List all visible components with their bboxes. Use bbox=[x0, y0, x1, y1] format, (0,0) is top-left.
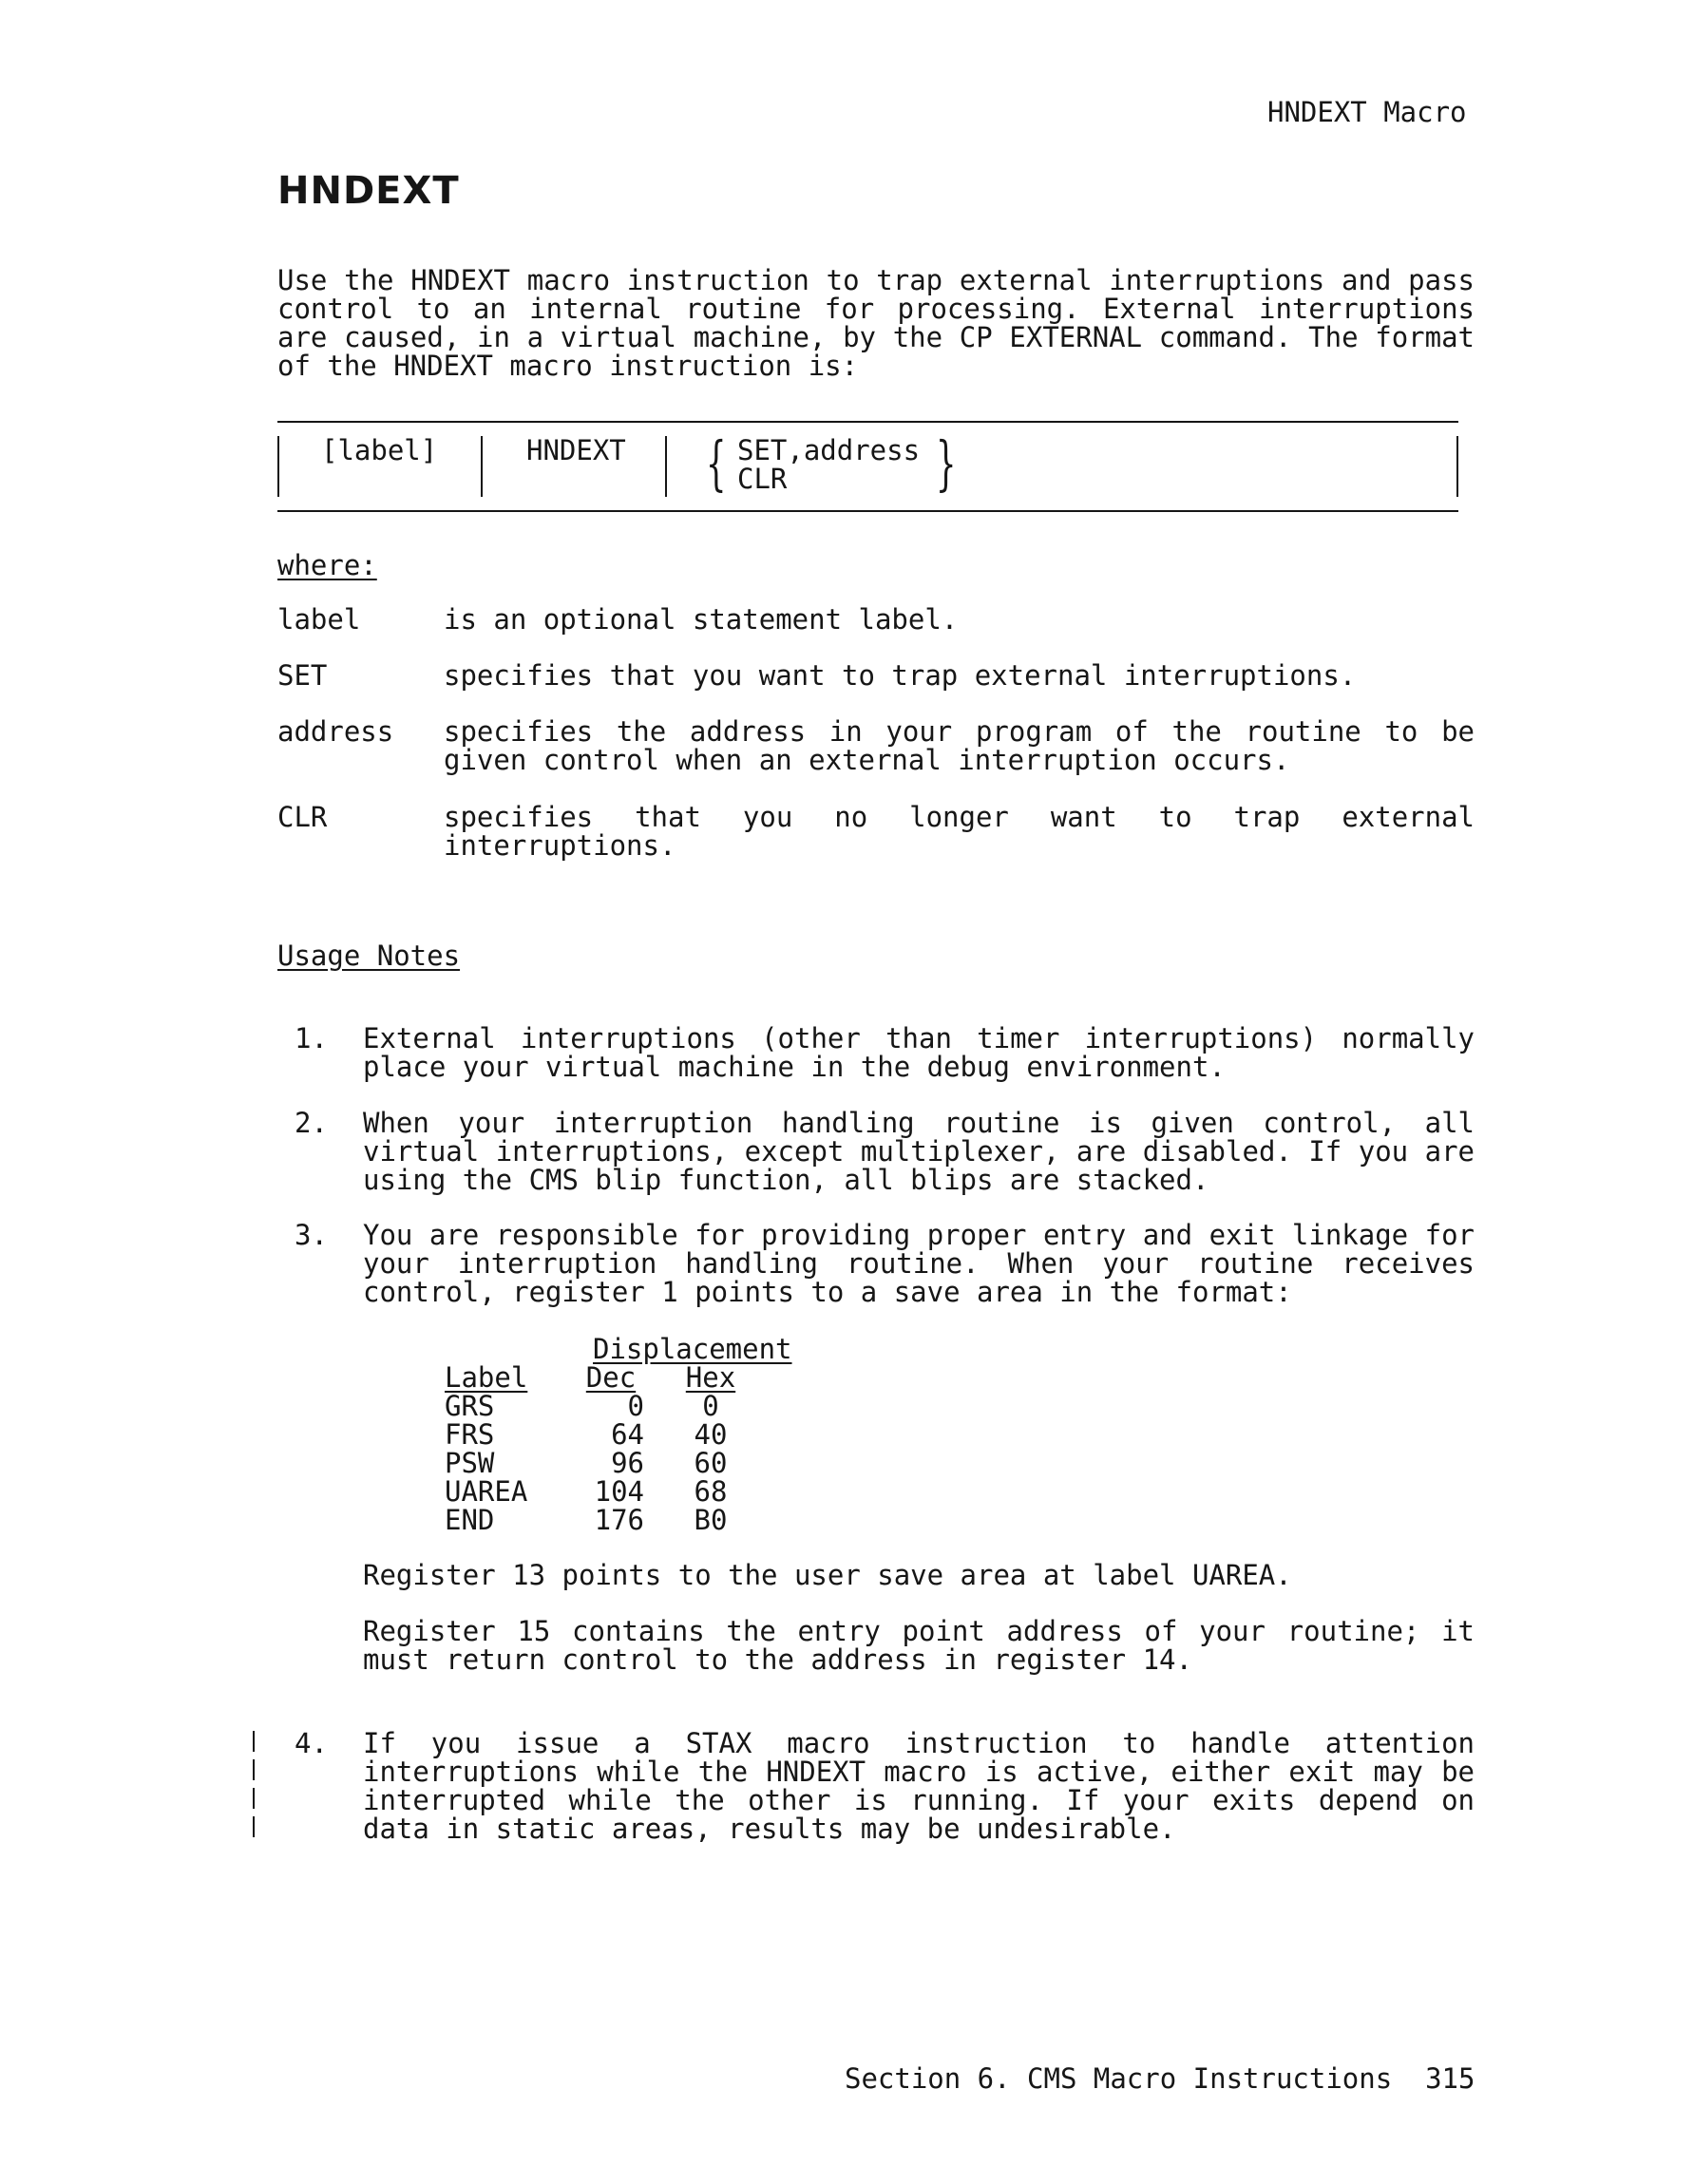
table-cell-label: PSW bbox=[445, 1447, 495, 1479]
syntax-divider bbox=[481, 436, 483, 497]
where-heading: where: bbox=[277, 549, 377, 581]
table-cell-hex: 0 bbox=[702, 1390, 719, 1422]
revision-bar bbox=[253, 1731, 255, 1752]
table-cell-dec: 104 bbox=[594, 1475, 644, 1508]
syntax-operand-clr: CLR bbox=[737, 463, 788, 495]
table-header-dec: Dec bbox=[585, 1361, 637, 1394]
syntax-box bbox=[277, 421, 1458, 512]
table-cell-hex: 60 bbox=[694, 1447, 728, 1479]
definition-text: specifies that you no longer want to trap external interruptions. bbox=[444, 801, 1475, 862]
syntax-operation: HNDEXT bbox=[526, 434, 626, 466]
page-footer bbox=[845, 2064, 1475, 2093]
syntax-divider bbox=[665, 436, 667, 497]
revision-bar bbox=[253, 1759, 255, 1780]
note-text: If you issue a STAX macro instruction to handle attention interruptions while the HNDEXT macro is active, either exit may be interrupted while the other is running. If your exits depend on data in static areas, results may be undesirable. bbox=[363, 1727, 1475, 1845]
table-cell-hex: 68 bbox=[694, 1475, 728, 1508]
definition-term: address bbox=[277, 715, 394, 748]
syntax-operand-set: SET,address bbox=[737, 434, 921, 466]
syntax-left-border bbox=[277, 436, 279, 497]
table-cell-label: END bbox=[445, 1504, 495, 1536]
right-brace: } bbox=[935, 428, 957, 498]
note-continuation: Register 13 points to the user save area at label UAREA. bbox=[363, 1559, 1292, 1591]
table-header-hex: Hex bbox=[685, 1361, 736, 1394]
revision-bar bbox=[253, 1816, 255, 1837]
table-cell-hex: B0 bbox=[694, 1504, 728, 1536]
definition-text: specifies the address in your program of the routine to be given control when an external interruption occurs. bbox=[444, 715, 1475, 776]
syntax-label: [label] bbox=[321, 434, 438, 466]
note-text: External interruptions (other than timer interruptions) normally place your virtual machine in the debug environment. bbox=[363, 1022, 1475, 1083]
table-cell-dec: 0 bbox=[627, 1390, 644, 1422]
definition-term: SET bbox=[277, 659, 328, 692]
table-cell-label: FRS bbox=[445, 1418, 495, 1451]
table-cell-dec: 64 bbox=[611, 1418, 644, 1451]
table-header-label: Label bbox=[445, 1361, 528, 1394]
intro-paragraph: Use the HNDEXT macro instruction to trap external interruptions and pass control to an internal routine for processing. External interruptions are caused, in a virtual machine, by the CP EXTERNAL command. The format of the HNDEXT macro instruction is: bbox=[277, 264, 1475, 382]
table-cell-dec: 96 bbox=[611, 1447, 644, 1479]
revision-bar bbox=[253, 1788, 255, 1809]
note-number: 1. bbox=[295, 1022, 328, 1054]
table-cell-hex: 40 bbox=[694, 1418, 728, 1451]
note-number: 4. bbox=[295, 1727, 328, 1759]
definition-term: CLR bbox=[277, 801, 328, 833]
table-cell-label: UAREA bbox=[445, 1475, 528, 1508]
note-number: 2. bbox=[295, 1107, 328, 1139]
footer-section: Section 6. CMS Macro Instructions bbox=[845, 2062, 1393, 2095]
note-text: You are responsible for providing proper entry and exit linkage for your interruption handling routine. When your routine receives control, register 1 points to a save area in the format: bbox=[363, 1219, 1475, 1308]
definition-text: specifies that you want to trap external interruptions. bbox=[444, 659, 1357, 692]
table-group-header: Displacement bbox=[593, 1333, 792, 1365]
page-title: HNDEXT bbox=[277, 169, 460, 213]
page-number: 315 bbox=[1425, 2062, 1475, 2095]
usage-notes-heading: Usage Notes bbox=[277, 940, 461, 972]
table-cell-dec: 176 bbox=[594, 1504, 644, 1536]
note-text: When your interruption handling routine is given control, all virtual interruptions, except multiplexer, are disabled. If you are using the CMS blip function, all blips are stacked. bbox=[363, 1107, 1475, 1196]
note-continuation: Register 15 contains the entry point address of your routine; it must return control to the address in register 14. bbox=[363, 1615, 1475, 1676]
left-brace: { bbox=[705, 428, 727, 498]
running-head: HNDEXT Macro bbox=[1267, 96, 1467, 128]
definition-text: is an optional statement label. bbox=[444, 603, 959, 636]
syntax-right-border bbox=[1456, 436, 1458, 497]
table-cell-label: GRS bbox=[445, 1390, 495, 1422]
note-number: 3. bbox=[295, 1219, 328, 1251]
definition-term: label bbox=[277, 603, 361, 636]
